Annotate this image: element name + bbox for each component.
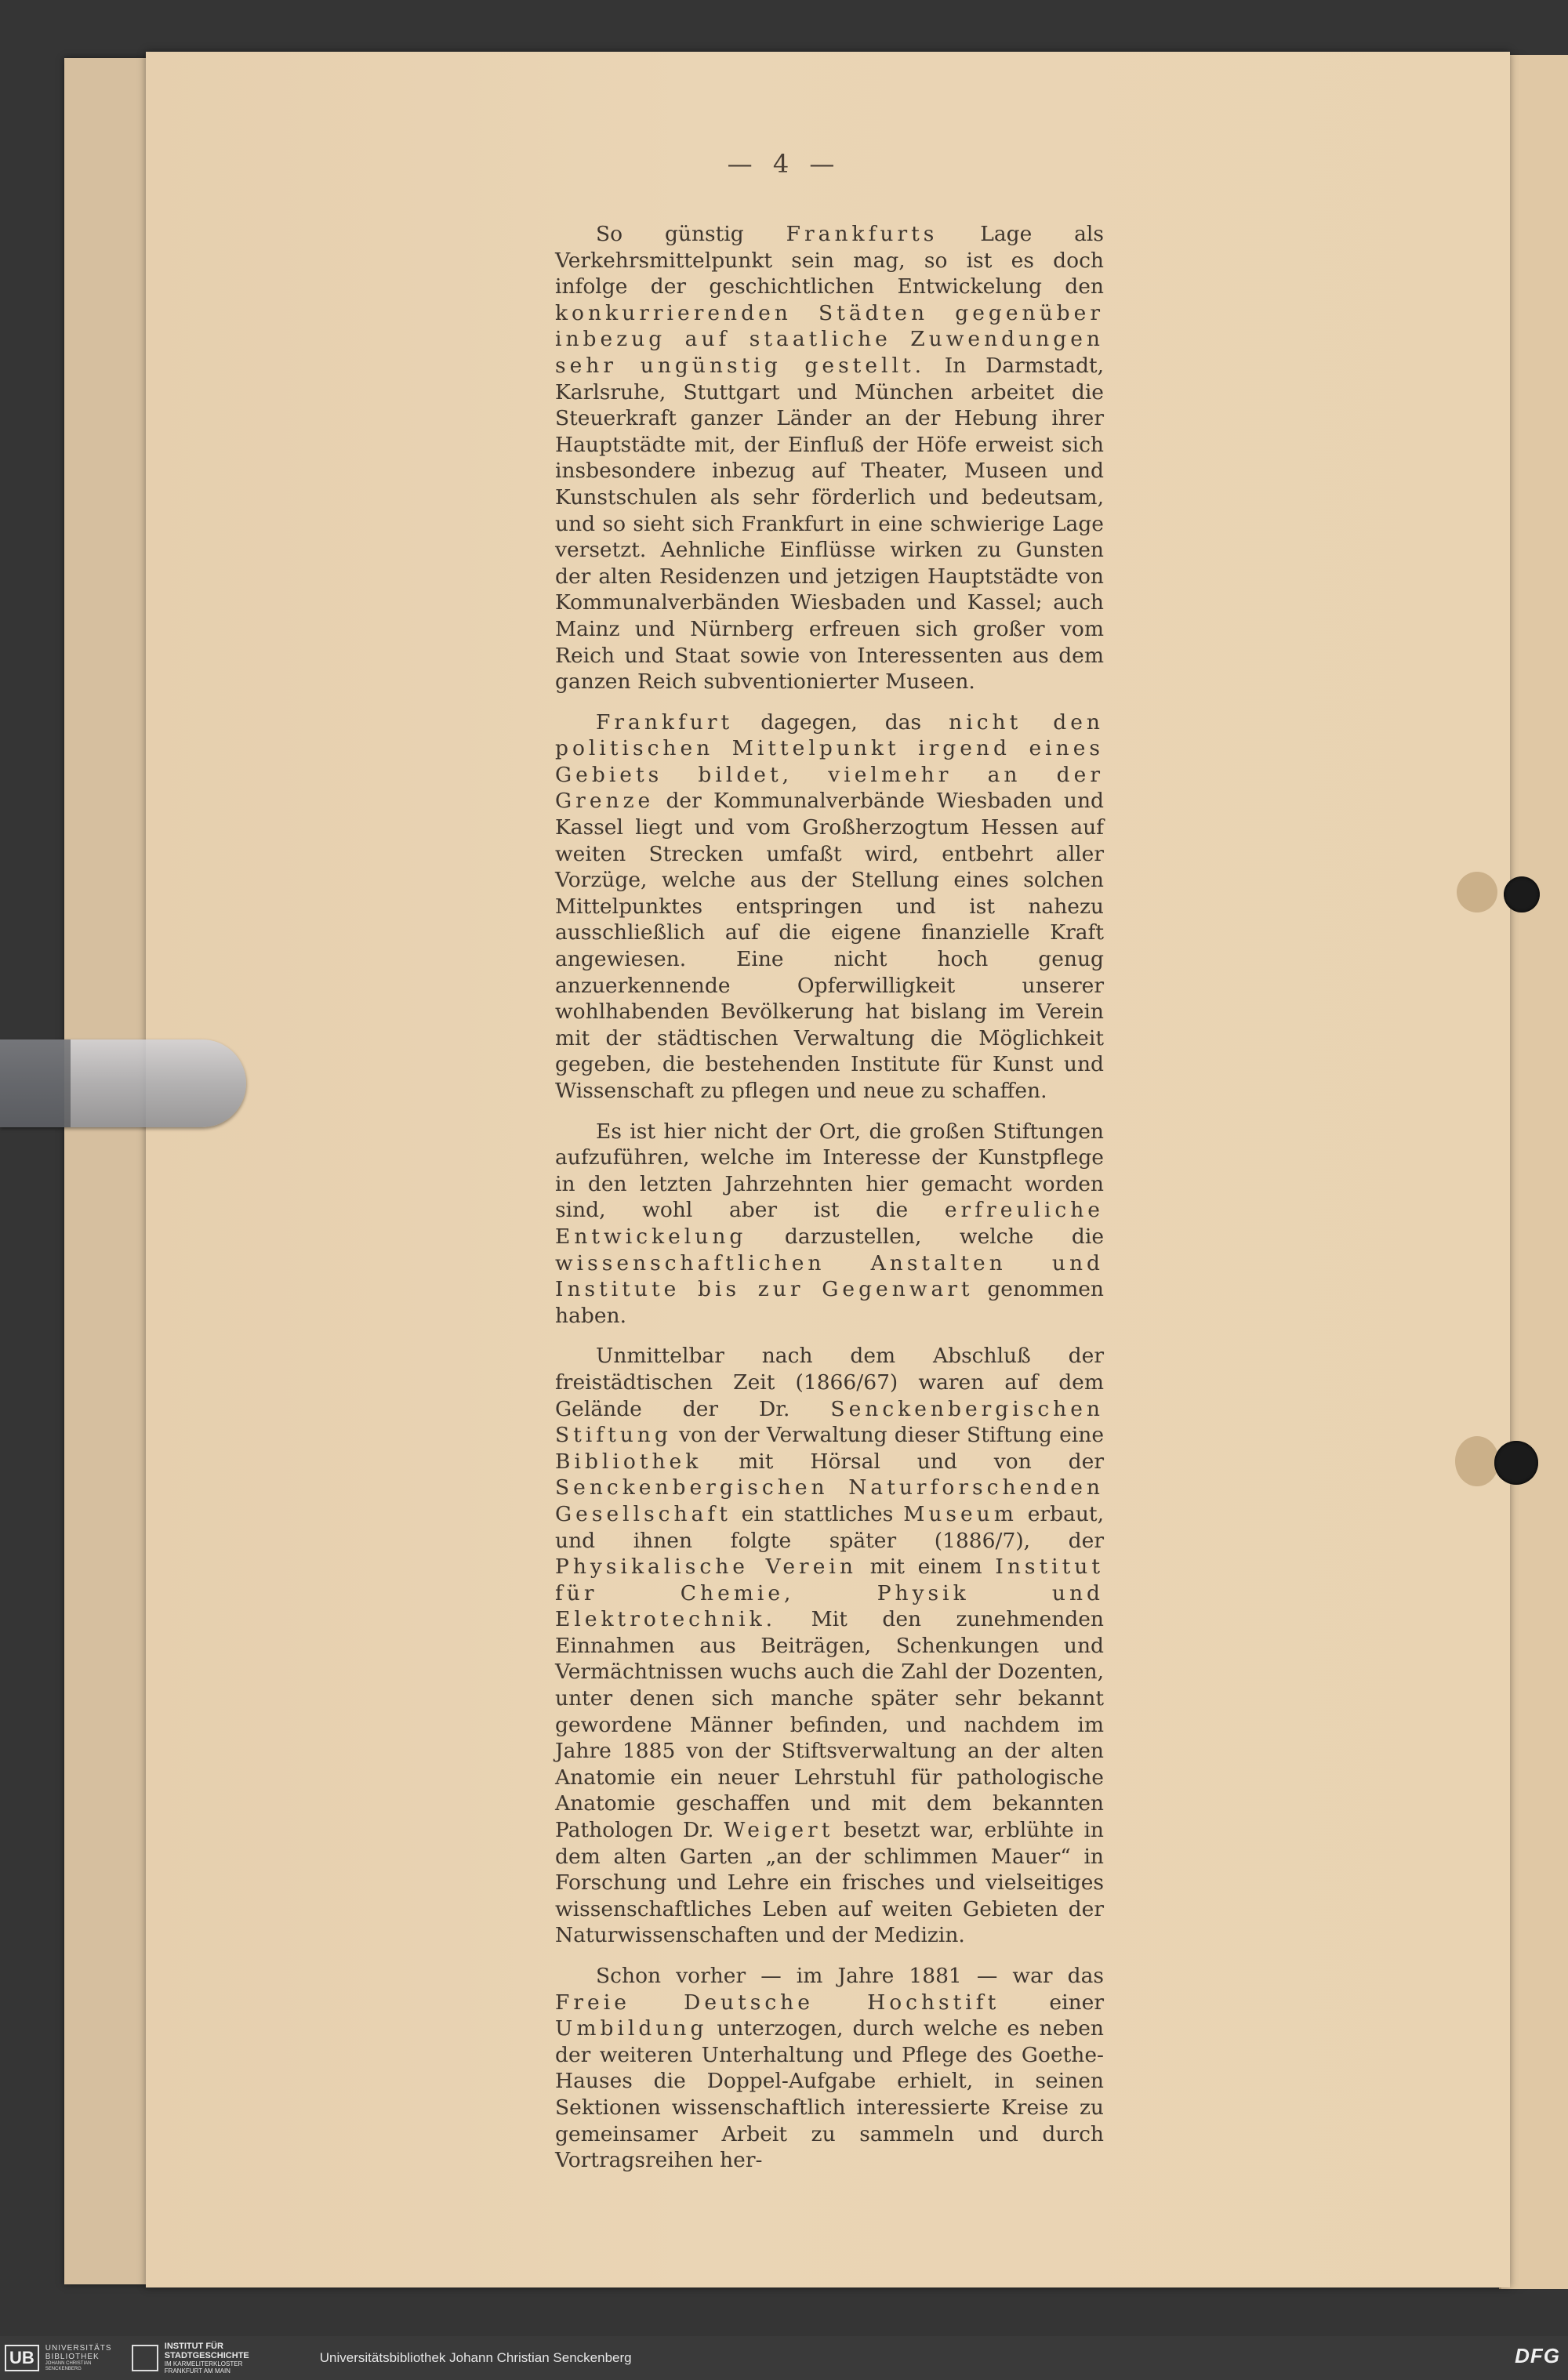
paragraph	[555, 221, 1104, 695]
ub-logo-line-2: BIBLIOTHEK	[45, 2353, 100, 2361]
isg-logo-line-4: FRANKFURT AM MAIN	[164, 2367, 230, 2375]
emphasized-text: Senckenbergischen Stiftung	[555, 1396, 1104, 1448]
ub-logo-text	[45, 2344, 121, 2372]
text-run: Mit den zunehmenden Einnahmen aus Beiträgen, Schenkungen und Vermächtnissen wuchs auch die Zahl der Dozenten, unter denen sich manche später sehr bekannt gewordene Männer befinden, und nachdem im Jahre 1885 von der Stiftsverwaltung an der alten Anatomie ein neuer Lehrstuhl für pathologische Anatomie geschaffen und mit dem bekannten Pathologen Dr.	[555, 1607, 1104, 1843]
ub-logo-line-1: UNIVERSITÄTS	[45, 2344, 112, 2353]
isg-logo	[132, 2342, 298, 2375]
text-run: mit einem	[856, 1555, 996, 1580]
library-credit: Universitätsbibliothek Johann Christian Senckenberg	[319, 2350, 632, 2365]
text-run: darzustellen, welche die	[746, 1224, 1104, 1249]
emphasized-text: Museum	[903, 1501, 1018, 1526]
text-run: Lage als Verkehrsmittelpunkt sein mag, so ist es doch infolge der geschichtlichen Entwickelung den	[555, 222, 1104, 299]
ub-logo-line-3: JOHANN CHRISTIAN SENCKENBERG	[45, 2361, 92, 2371]
emphasized-text: Senckenbergischen Naturforschenden Gesellschaft	[555, 1475, 1104, 1526]
punch-hole-ring-upper	[1457, 872, 1497, 912]
text-run: der Kommunalverbände Wiesbaden und Kassel liegt und vom Großherzogtum Hessen auf weiten Strecken umfaßt wird, entbehrt aller Vorzüge, welche aus der Stellung eines solchen Mittelpunktes entspringen und ist nahezu ausschließlich auf die eigene finanzielle Kraft angewiesen. Eine nicht hoch genug anzuerkennende Opferwilligkeit unserer wohlhabenden Bevölkerung hat bislang im Verein mit der städtischen Verwaltung die Möglichkeit gegeben, die bestehenden Institute für Kunst und Wissenschaft zu pflegen und neue zu schaffen.	[555, 789, 1104, 1103]
emphasized-text: Freie Deutsche Hochstift	[555, 1990, 1000, 2015]
emphasized-text: Weigert	[724, 1818, 834, 1843]
text-run: Es ist hier nicht der Ort, die großen Stiftungen aufzuführen, welche im Interesse der Kunstpflege in den letzten Jahrzehnten hier gemacht worden sind, wohl aber ist die	[555, 1119, 1104, 1223]
emphasized-text: konkurrierenden Städten gegenüber inbezug auf staatliche Zuwendungen sehr ungünstig gestellt.	[555, 300, 1104, 378]
viewer-footer	[0, 2336, 1568, 2380]
ub-logo	[5, 2342, 121, 2374]
text-run: einer	[1000, 1990, 1105, 2015]
page-number: — 4 —	[727, 149, 841, 179]
punch-hole-ring-lower	[1455, 1436, 1499, 1486]
emphasized-text: wissenschaftlichen Anstalten und Institute bis zur Gegenwart	[555, 1250, 1104, 1302]
text-run: genommen haben.	[555, 1277, 1104, 1328]
paragraph	[555, 709, 1104, 1105]
isg-logo-line-3: IM KARMELITERKLOSTER	[164, 2360, 243, 2367]
dfg-logo: DFG	[1515, 2344, 1560, 2367]
emphasized-text: nicht den politischen Mittelpunkt irgend eines Gebiets bildet, vielmehr an der Grenze	[555, 709, 1104, 814]
emphasized-text: Physikalische Verein	[555, 1555, 857, 1580]
emphasized-text: Bibliothek	[555, 1449, 702, 1474]
emphasized-text: Umbildung	[555, 2016, 708, 2041]
punch-hole-lower	[1494, 1441, 1538, 1485]
paragraph	[555, 1343, 1104, 1949]
text-run: Unmittelbar nach dem Abschluß der freistädtischen Zeit (1866/67) waren auf dem Gelände der Dr.	[555, 1344, 1104, 1421]
isg-logo-text	[165, 2342, 298, 2375]
text-run: mit Hörsal und von der	[702, 1449, 1104, 1474]
text-run: ein stattliches	[731, 1501, 904, 1526]
text-run: unterzogen, durch welche es neben der weiteren Unterhaltung und Pflege des Goethe-Hauses die Doppel-Aufgabe erhielt, in seinen Sektionen wissenschaftlich interessierte Kreise zu gemeinsamer Arbeit zu sammeln und durch Vortragsreihen her-	[555, 2016, 1104, 2173]
emphasized-text: erfreuliche Entwickelung	[555, 1198, 1104, 1249]
body-text	[555, 221, 1105, 2173]
emphasized-text: Institut für Chemie, Physik und Elektrotechnik.	[555, 1555, 1104, 1632]
text-run: So günstig	[596, 222, 786, 246]
text-run: von der Verwaltung dieser Stiftung eine	[671, 1423, 1104, 1448]
text-run: dagegen, das	[733, 709, 949, 735]
text-run: Schon vorher — im Jahre 1881 — war das	[596, 1964, 1104, 1988]
punch-hole-upper	[1504, 876, 1540, 912]
emphasized-text: Frankfurt	[596, 709, 734, 735]
paragraph	[555, 1963, 1104, 2174]
emphasized-text: Frankfurts	[786, 222, 938, 246]
isg-logo-line-1: INSTITUT FÜR	[164, 2342, 223, 2351]
paragraph	[555, 1119, 1104, 1330]
ub-logo-mark: UB	[5, 2345, 39, 2371]
scanner-clamp-shadow	[0, 1039, 71, 1127]
isg-logo-icon	[132, 2345, 158, 2371]
isg-logo-line-2: STADTGESCHICHTE	[164, 2351, 249, 2360]
text-run: In Darmstadt, Karlsruhe, Stuttgart und München arbeitet die Steuerkraft ganzer Länder an der Hebung ihrer Hauptstädte mit, der Einfluß der Höfe erweist sich insbesondere inbezug auf Theater, Museen und Kunstschulen als sehr förderlich und bedeutsam, und so sieht sich Frankfurt in eine schwierige Lage versetzt. Aehnliche Einflüsse wirken zu Gunsten der alten Residenzen und jetzigen Hauptstädte von Kommunalverbänden Wiesbaden und Kassel; auch Mainz und Nürnberg erfreuen sich großer vom Reich und Staat sowie von Interessenten aus dem ganzen Reich subventionierter Museen.	[555, 353, 1105, 695]
text-run: besetzt war, erblühte in dem alten Garten „an der schlimmen Mauer“ in Forschung und Lehre ein frisches und vielseitiges wissenschaftliches Leben auf weiten Gebieten der Naturwissenschaften und der Medizin.	[555, 1818, 1104, 1948]
text-run: erbaut, und ihnen folgte später (1886/7), der	[555, 1501, 1104, 1553]
